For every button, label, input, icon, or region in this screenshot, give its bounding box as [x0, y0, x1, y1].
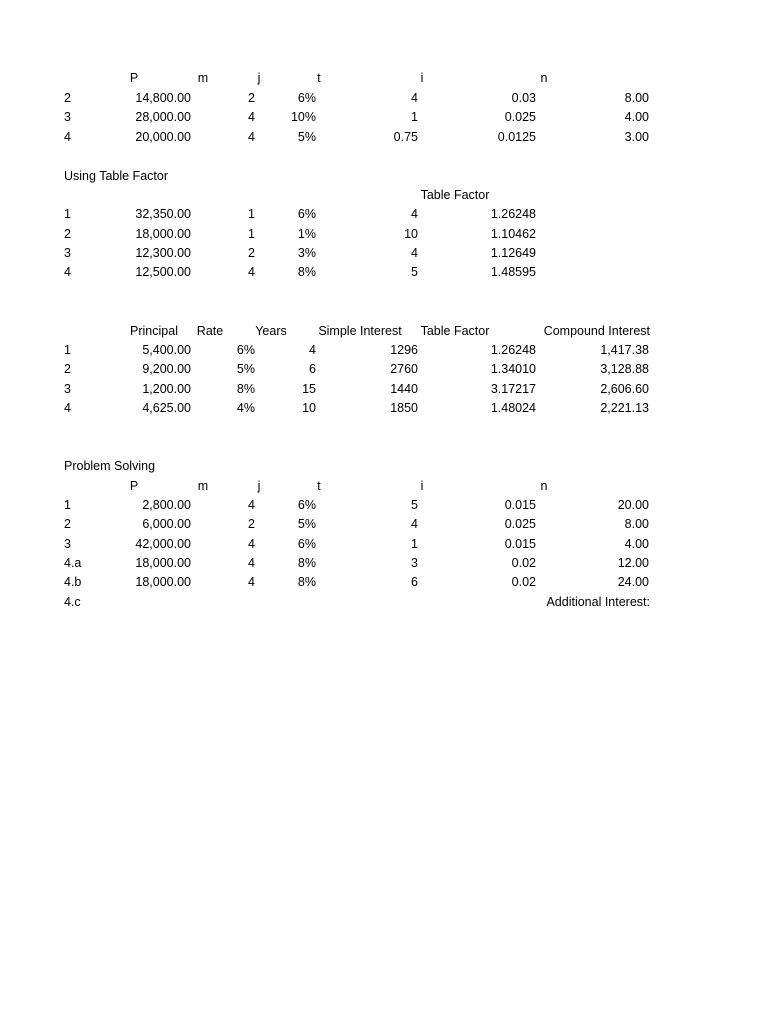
header-rate: Rate	[196, 324, 224, 338]
cell-n: 12.00	[617, 556, 649, 570]
cell-principal: 1,200.00	[142, 382, 191, 396]
additional-interest-label: Additional Interest:	[546, 595, 650, 609]
row-label: 4	[64, 130, 71, 144]
cell-m: 4	[248, 265, 255, 279]
cell-rate: 5%	[236, 362, 255, 376]
row-label: 2	[64, 91, 71, 105]
cell-compound-interest: 2,221.13	[600, 401, 649, 415]
cell-table-factor: 3.17217	[490, 382, 536, 396]
row-label: 2	[64, 517, 71, 531]
section-title: Problem Solving	[64, 459, 156, 473]
header-j: j	[257, 71, 261, 85]
cell-j: 6%	[297, 537, 316, 551]
cell-i: 0.03	[511, 91, 536, 105]
header-table-factor: Table Factor	[420, 188, 490, 202]
row-label: 4.b	[64, 575, 82, 589]
cell-m: 1	[248, 227, 255, 241]
cell-m: 2	[248, 517, 255, 531]
section-title: Using Table Factor	[64, 169, 168, 183]
header-table-factor: Table Factor	[420, 324, 490, 338]
header-i: i	[420, 71, 424, 85]
cell-n: 20.00	[617, 498, 649, 512]
cell-factor: 1.48595	[490, 265, 536, 279]
header-n: n	[540, 479, 548, 493]
row-label: 3	[64, 537, 71, 551]
cell-rate: 8%	[236, 382, 255, 396]
cell-p: 18,000.00	[135, 556, 191, 570]
cell-t: 4	[411, 517, 418, 531]
cell-t: 5	[411, 498, 418, 512]
cell-i: 0.015	[504, 537, 536, 551]
cell-t: 4	[411, 91, 418, 105]
cell-compound-interest: 2,606.60	[600, 382, 649, 396]
cell-principal: 5,400.00	[142, 343, 191, 357]
cell-m: 2	[248, 246, 255, 260]
cell-rate: 6%	[236, 343, 255, 357]
cell-p: 18,000.00	[135, 575, 191, 589]
cell-p: 2,800.00	[142, 498, 191, 512]
cell-n: 8.00	[624, 517, 649, 531]
header-principal: Principal	[130, 324, 178, 338]
cell-compound-interest: 1,417.38	[600, 343, 649, 357]
cell-i: 0.025	[504, 110, 536, 124]
cell-simple-interest: 1850	[390, 401, 418, 415]
header-j: j	[257, 479, 261, 493]
cell-p: 18,000.00	[135, 227, 191, 241]
row-label: 3	[64, 246, 71, 260]
row-label: 4	[64, 401, 71, 415]
cell-t: 4	[411, 207, 418, 221]
row-label: 2	[64, 362, 71, 376]
cell-i: 0.025	[504, 517, 536, 531]
cell-t: 10	[404, 227, 418, 241]
cell-years: 6	[309, 362, 316, 376]
header-p: P	[129, 71, 139, 85]
cell-t: 0.75	[393, 130, 418, 144]
cell-j: 8%	[297, 575, 316, 589]
cell-years: 15	[302, 382, 316, 396]
cell-m: 2	[248, 91, 255, 105]
cell-t: 6	[411, 575, 418, 589]
cell-principal: 4,625.00	[142, 401, 191, 415]
cell-n: 3.00	[624, 130, 649, 144]
cell-p: 28,000.00	[135, 110, 191, 124]
cell-t: 3	[411, 556, 418, 570]
cell-factor: 1.10462	[490, 227, 536, 241]
cell-table-factor: 1.34010	[490, 362, 536, 376]
row-label: 4.a	[64, 556, 82, 570]
cell-factor: 1.26248	[490, 207, 536, 221]
cell-i: 0.02	[511, 575, 536, 589]
cell-j: 3%	[297, 246, 316, 260]
cell-p: 32,350.00	[135, 207, 191, 221]
cell-principal: 9,200.00	[142, 362, 191, 376]
header-n: n	[540, 71, 548, 85]
cell-m: 4	[248, 575, 255, 589]
cell-i: 0.0125	[497, 130, 536, 144]
cell-years: 10	[302, 401, 316, 415]
cell-t: 4	[411, 246, 418, 260]
cell-i: 0.015	[504, 498, 536, 512]
cell-t: 1	[411, 110, 418, 124]
row-label: 4.c	[64, 595, 81, 609]
cell-n: 8.00	[624, 91, 649, 105]
cell-p: 12,500.00	[135, 265, 191, 279]
cell-j: 8%	[297, 556, 316, 570]
row-label: 4	[64, 265, 71, 279]
cell-m: 4	[248, 556, 255, 570]
row-label: 1	[64, 498, 71, 512]
cell-m: 1	[248, 207, 255, 221]
row-label: 1	[64, 343, 71, 357]
cell-table-factor: 1.48024	[490, 401, 536, 415]
cell-n: 4.00	[624, 110, 649, 124]
header-years: Years	[255, 324, 287, 338]
cell-m: 4	[248, 110, 255, 124]
header-simple-interest: Simple Interest	[318, 324, 402, 338]
cell-simple-interest: 1296	[390, 343, 418, 357]
cell-simple-interest: 1440	[390, 382, 418, 396]
cell-simple-interest: 2760	[390, 362, 418, 376]
cell-m: 4	[248, 537, 255, 551]
header-m: m	[197, 71, 209, 85]
cell-i: 0.02	[511, 556, 536, 570]
cell-p: 14,800.00	[135, 91, 191, 105]
row-label: 1	[64, 207, 71, 221]
row-label: 3	[64, 110, 71, 124]
cell-p: 20,000.00	[135, 130, 191, 144]
cell-table-factor: 1.26248	[490, 343, 536, 357]
cell-m: 4	[248, 498, 255, 512]
cell-j: 5%	[297, 130, 316, 144]
cell-m: 4	[248, 130, 255, 144]
cell-j: 5%	[297, 517, 316, 531]
cell-p: 12,300.00	[135, 246, 191, 260]
header-compound-interest: Compound Interest	[543, 324, 650, 338]
cell-factor: 1.12649	[490, 246, 536, 260]
row-label: 3	[64, 382, 71, 396]
header-p: P	[129, 479, 139, 493]
header-i: i	[420, 479, 424, 493]
cell-t: 1	[411, 537, 418, 551]
header-t: t	[317, 479, 321, 493]
cell-years: 4	[309, 343, 316, 357]
cell-n: 4.00	[624, 537, 649, 551]
row-label: 2	[64, 227, 71, 241]
cell-t: 5	[411, 265, 418, 279]
cell-p: 6,000.00	[142, 517, 191, 531]
cell-j: 6%	[297, 207, 316, 221]
header-m: m	[197, 479, 209, 493]
header-t: t	[317, 71, 321, 85]
cell-j: 1%	[297, 227, 316, 241]
cell-compound-interest: 3,128.88	[600, 362, 649, 376]
cell-n: 24.00	[617, 575, 649, 589]
cell-j: 6%	[297, 91, 316, 105]
cell-p: 42,000.00	[135, 537, 191, 551]
cell-rate: 4%	[236, 401, 255, 415]
cell-j: 6%	[297, 498, 316, 512]
cell-j: 10%	[290, 110, 316, 124]
cell-j: 8%	[297, 265, 316, 279]
